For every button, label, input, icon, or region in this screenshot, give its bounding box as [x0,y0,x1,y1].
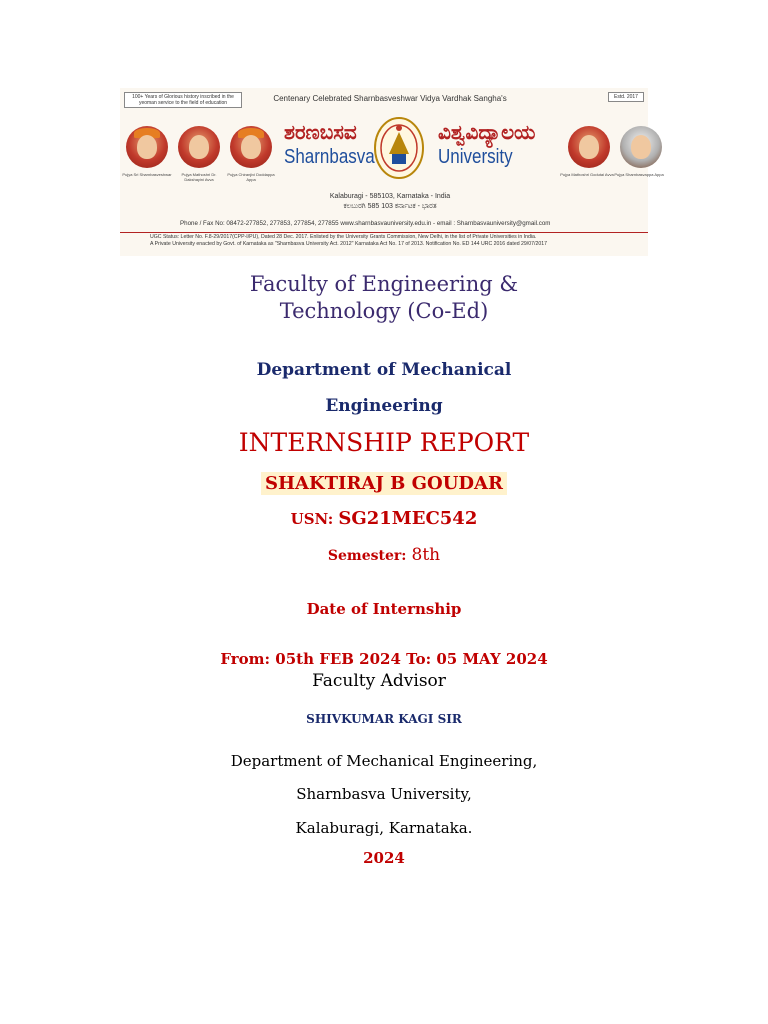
university-name-english: Sharnbasva [284,146,375,168]
internship-date-label: Date of Internship [306,600,462,618]
report-year: 2024 [363,849,405,867]
semester-row [0,545,768,565]
address-department: Department of Mechanical Engineering, [230,752,538,770]
portrait-caption: Pujya Mathoshri Godutai Avva [560,172,614,177]
faculty-advisor-label: Faculty Advisor [312,671,446,691]
student-name-row [0,472,768,495]
portrait-caption: Pujya Chiranjivi Doddappa Appa [227,172,275,182]
usn-label: USN: [290,510,334,528]
faculty-advisor-name: SHIVKUMAR KAGI SIR [306,712,462,726]
department-line-2: Engineering [325,396,443,416]
legal-status [150,234,630,248]
portrait-caption: Pujya Mathoshri Dr. Dakshayini Avva [181,172,217,182]
portrait-caption: Pujya Sri Sharnbasveshwar [122,172,172,177]
university-word-english: University [438,146,513,168]
report-title: INTERNSHIP REPORT [238,428,530,457]
portrait-caption: Pujya Sharnbasvappa Appa [614,172,664,177]
portrait-image [620,126,662,168]
portrait-image [568,126,610,168]
faculty-heading [0,271,768,325]
faculty-line-2: Technology (Co-Ed) [279,299,489,323]
usn-value: SG21MEC542 [338,508,478,529]
university-emblem-icon [372,114,426,180]
department-line-1: Department of Mechanical [256,360,512,380]
location-english: Kalaburagi - 585103, Karnataka - India [329,193,451,200]
centenary-tagline: Centenary Celebrated Sharnbasveshwar Vidya Vardhak Sangha's [273,94,507,103]
semester-label: Semester: [327,548,407,564]
student-name: SHAKTIRAJ B GOUDAR [261,472,507,495]
established-note: Estd. 2017 [608,92,644,102]
portrait-image [178,126,220,168]
semester-value: 8th [411,545,441,565]
university-location [310,192,470,212]
banner-divider [120,232,648,233]
internship-period: From: 05th FEB 2024 To: 05 MAY 2024 [220,650,548,668]
history-note: 100+ Years of Glorious history inscribed in the yeoman service to the field of education [124,92,242,108]
ugc-status: UGC Status: Letter No. F.8-29/2017(CPP-I/PU), Dated 28 Dec. 2017. Enlisted by the University Grants Commission, New Delhi, in the list of Private Universities in India. [150,234,537,240]
usn-row [0,508,768,529]
portrait-image [126,126,168,168]
portrait-image [230,126,272,168]
contact-line: Phone / Fax No: 08472-277852, 277853, 277854, 277855 www.sharnbasvauniversity.edu.in - email : Sharnbasvauniversity@gmail.com [180,220,551,227]
act-status: A Private University enacted by Govt. of Karnataka as "Sharnbasva University Act. 2012" Karnataka Act No. 17 of 2013. Notification No. ED 144 URC 2016 dated 29/07/2017 [150,241,548,247]
address-university: Sharnbasva University, [296,785,472,803]
university-word-kannada: ವಿಶ್ವವಿದ್ಯಾಲಯ [438,120,536,144]
faculty-line-1: Faculty of Engineering & [249,272,519,296]
university-banner [120,88,664,256]
location-kannada: ಕಲಬುರಗಿ 585 103 ಕರ್ನಾಟಕ - ಭಾರತ [343,203,437,210]
address-city: Kalaburagi, Karnataka. [295,819,473,837]
university-name-kannada: ಶರಣಬಸವ [284,120,357,144]
